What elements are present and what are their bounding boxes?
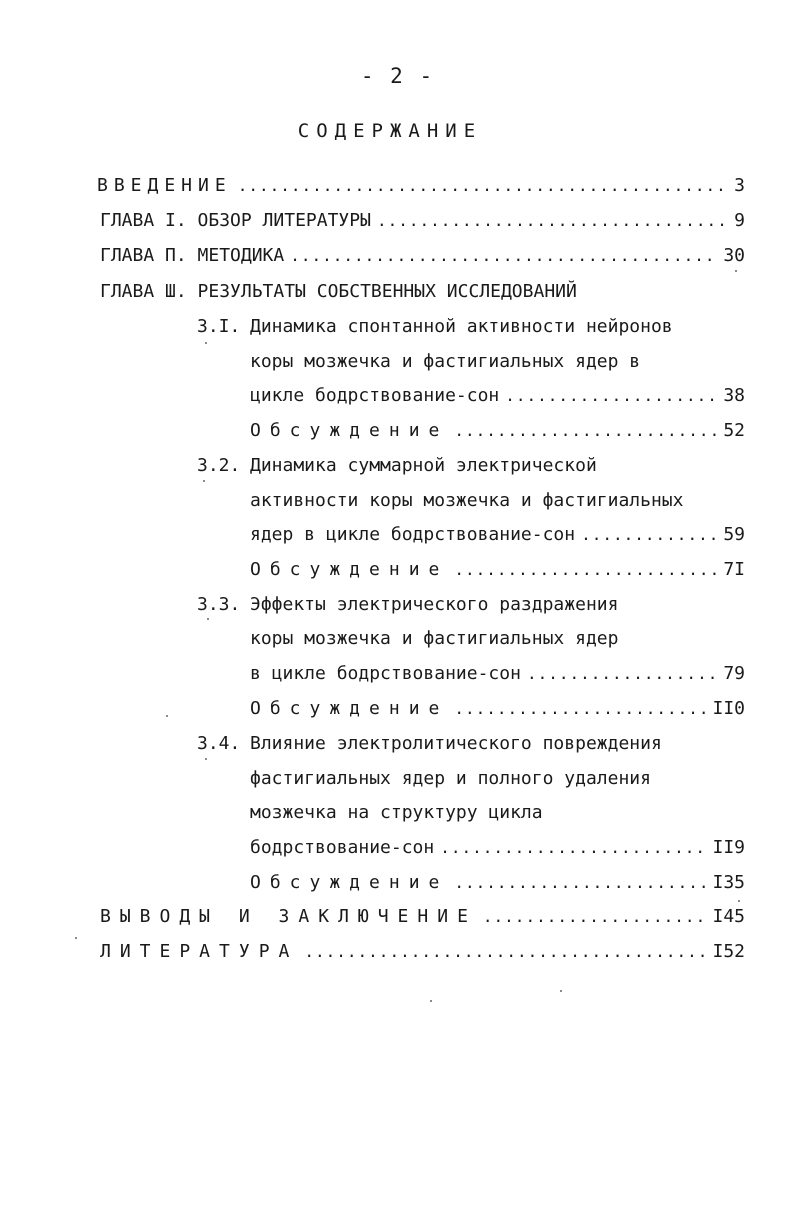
toc-entry-chapter-3: ГЛАВА Ш. РЕЗУЛЬТАТЫ СОБСТВЕННЫХ ИССЛЕДОВАНИЙ [100,281,577,302]
toc-entry-label: бодрствование-сон [250,837,435,858]
toc-entry-label: Обсуждение [250,420,449,441]
scan-speck [75,937,77,939]
scan-speck [203,480,205,482]
scan-speck [207,618,209,620]
toc-entry-section-3-2 [250,523,745,547]
toc-page-number: 9 [734,210,745,231]
leader-dots [505,384,717,408]
toc-entry-discussion-3-1 [250,419,745,443]
scan-speck [205,758,207,760]
scan-speck [735,270,737,272]
toc-entry-conclusions [100,905,745,929]
leader-dots [527,662,717,686]
toc-page-number: 52 [723,420,745,441]
section-title-line: Влияние электролитического повреждения [250,733,662,754]
toc-entry-label: Обсуждение [250,872,449,893]
toc-entry-section-3-3 [250,662,745,686]
leader-dots [377,209,728,233]
toc-page-number: II9 [712,837,745,858]
toc-page-number: 79 [723,663,745,684]
scan-speck [205,342,207,344]
toc-entry-section-3-4 [250,836,745,860]
toc-entry-label: ВЫВОДЫ И ЗАКЛЮЧЕНИЕ [100,906,477,927]
toc-page-number: 59 [723,524,745,545]
section-number: 3.4. [197,733,241,754]
toc-entry-literature [100,940,745,964]
toc-entry-chapter-2 [100,244,745,268]
toc-entry-label: ГЛАВА П. МЕТОДИКА [100,245,285,266]
toc-page-number: 3 [734,175,745,196]
toc-entry-label: ЛИТЕРАТУРА [100,941,299,962]
section-number: 3.3. [197,594,241,615]
toc-entry-chapter-1 [100,209,745,233]
section-title-line: активности коры мозжечка и фастигиальных [250,490,684,511]
leader-dots [454,871,706,895]
scan-speck [166,715,168,717]
section-title-line: коры мозжечка и фастигиальных ядер в [250,351,641,372]
section-number: 3.2. [197,455,241,476]
section-title-line: фастигиальных ядер и полного удаления [250,768,651,789]
toc-entry-label: Обсуждение [250,559,449,580]
page-title: СОДЕРЖАНИЕ [297,120,483,142]
section-title-line: мозжечка на структуру цикла [250,802,543,823]
leader-dots [454,697,706,721]
leader-dots [581,523,717,547]
toc-page-number: 38 [723,385,745,406]
leader-dots [290,244,717,268]
section-title-line: коры мозжечка и фастигиальных ядер [250,628,619,649]
section-title-line: Динамика суммарной электрической [250,455,597,476]
leader-dots [304,940,706,964]
toc-entry-label: ВВЕДЕНИЕ [97,175,232,196]
leader-dots [483,905,707,929]
toc-page-number: I35 [712,872,745,893]
toc-entry-label: в цикле бодрствование-сон [250,663,521,684]
toc-entry-label: ядер в цикле бодрствование-сон [250,524,576,545]
toc-page-number: 30 [723,245,745,266]
toc-entry-section-3-1 [250,384,745,408]
toc-entry-discussion-3-2 [250,558,745,582]
toc-page-number: 7I [723,559,745,580]
toc-entry-label: ГЛАВА I. ОБЗОР ЛИТЕРАТУРЫ [100,210,371,231]
leader-dots [238,174,728,198]
scan-speck [560,990,562,992]
toc-entry-discussion-3-4 [250,871,745,895]
toc-entry-label: Обсуждение [250,698,449,719]
toc-page-number: I52 [712,941,745,962]
section-number: 3.I. [197,316,241,337]
toc-entry-intro [97,174,745,198]
leader-dots [454,558,717,582]
toc-entry-label: цикле бодрствование-сон [250,385,500,406]
leader-dots [440,836,706,860]
scan-speck [738,900,740,902]
scan-speck [430,1000,432,1002]
toc-entry-discussion-3-3 [250,697,745,721]
toc-page-number: II0 [712,698,745,719]
section-title-line: Эффекты электрического раздражения [250,594,619,615]
toc-page-number: I45 [712,906,745,927]
section-title-line: Динамика спонтанной активности нейронов [250,316,673,337]
page-number: - 2 - [360,64,435,88]
leader-dots [454,419,717,443]
